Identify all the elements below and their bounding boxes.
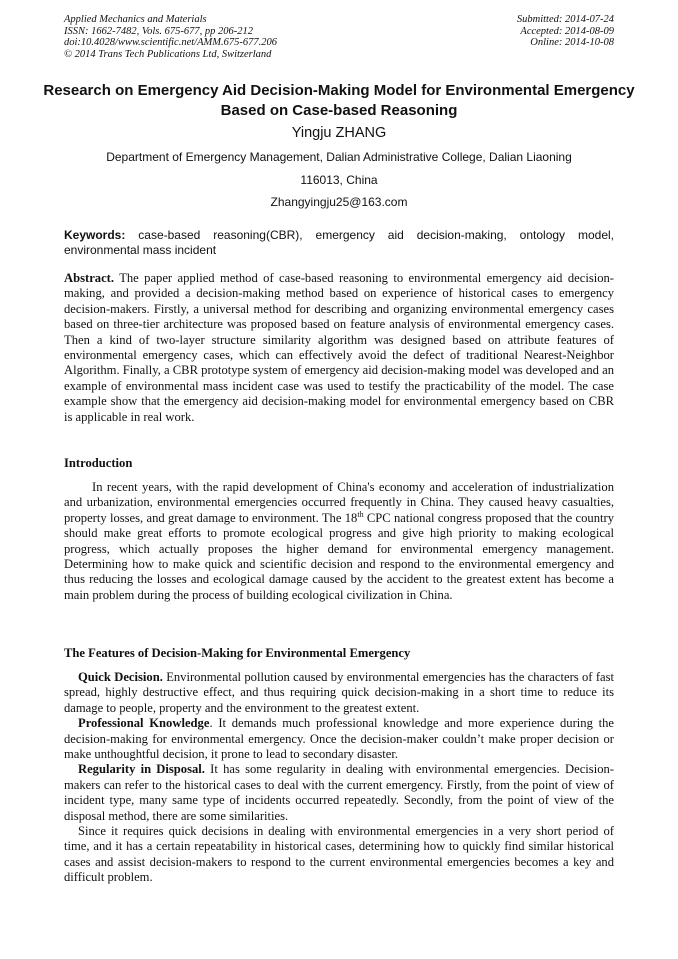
introduction-text-a: In recent years, with the rapid development of China's economy and acceleration of industrialization and urbanization, environmental emergencies occurred frequently in China. They caused heavy casualties, property losses, and great damage to environment. The 18 [64,480,614,525]
journal-copyright: © 2014 Trans Tech Publications Ltd, Switzerland [64,48,272,60]
abstract-text: The paper applied method of case-based reasoning to environmental emergency aid decision-making, and provided a decision-making method based on experience of historical cases to emergency decision-makers. Firstly, a universal method for describing and organizing environmental emergency cases based on three-tier architecture was proposed based on feature analysis of environmental emergency cases. Then a kind of two-layer structure similarity algorithm was designed based on attribute features of environmental emergency cases, which can effectively avoid the defect of traditional Nearest-Neighbor Algorithm. Finally, a CBR prototype system of emergency aid decision-making model was developed and an example of environmental mass incident case was used to testify the practicability of the model. The case example show that the emergency aid decision-making model for environmental emergency based on CBR is applicable in real work. [64,271,615,424]
keywords-text: case-based reasoning(CBR), emergency aid decision-making, ontology model, environmental mass incident [64,228,614,257]
feature-label: Professional Knowledge [78,716,210,731]
dates-header [517,14,614,49]
affiliation: Department of Emergency Management, Dalian Administrative College, Dalian Liaoning [106,150,572,164]
features-closing: Since it requires quick decisions in dealing with environmental emergencies in a very short period of time, and it has a certain repeatability in historical cases, determining how to quickly find similar historical cases and assist decision-makers to respond to the current environmental emergencies becomes a key and difficult problem. [64,824,614,885]
feature-quick-decision [64,670,614,716]
online-date: Online: 2014-10-08 [530,37,614,49]
journal-issn: ISSN: 1662-7482, Vols. 675-677, pp 206-212 [64,25,253,37]
features-heading: The Features of Decision-Making for Environmental Emergency [64,646,411,660]
keywords-label: Keywords: [64,228,126,242]
feature-label: Quick Decision. [78,670,163,684]
author-name: Yingju ZHANG [291,125,387,141]
feature-regularity [64,762,614,824]
accepted-date: Accepted: 2014-08-09 [520,25,614,37]
abstract-label: Abstract. [64,271,115,285]
introduction-superscript: th [357,509,364,519]
journal-doi[interactable]: doi:10.4028/www.scientific.net/AMM.675-677.206 [64,37,277,49]
journal-name: Applied Mechanics and Materials [64,14,207,25]
features-body [64,670,614,886]
paper-title: Research on Emergency Aid Decision-Making Model for Environmental Emergency Based on Case-based Reasoning [43,82,635,119]
journal-header [64,14,277,60]
abstract [64,271,614,425]
submitted-date: Submitted: 2014-07-24 [516,14,614,25]
introduction-heading: Introduction [64,456,133,470]
postcode: 116013, China [300,173,378,187]
feature-text: . It demands much professional knowledge and more experience during the decision-making for environmental emergency. Once the decision-maker couldn’t make proper decision or make unthoughtful decision, it prone to lead to secondary disaster. [64,716,614,762]
introduction-body [64,480,614,603]
introduction-text-b: CPC national congress proposed that the country should make great efforts to promote ecological progress and give high priority to making ecological progress, which actually proposes the higher demand for environmental emergency management. Determining how to make quick and scientific decision and respond to the environmental emergency and thus reducing the losses and ecological damage caused by the accident to the greatest extent has become a main problem during the process of building ecological civilization in China. [64,510,615,602]
keywords [64,228,614,258]
author-email[interactable]: Zhangyingju25@163.com [270,195,408,209]
feature-label: Regularity in Disposal. [78,762,205,777]
feature-text: Environmental pollution caused by environmental emergencies has the characters of fast spread, highly destructive effect, and thus requiring quick decision-making in a short time to reduce its damage to people, property and the environment to the greatest extent. [64,670,615,715]
feature-professional-knowledge [64,716,614,762]
feature-text: It has some regularity in dealing with environmental emergencies. Decision-makers can refer to the historical cases to deal with the current emergency. Firstly, from the point of view of incident type, many same type of incidents occurred repeatedly. Secondly, from the point of view of the disposal method, there are some similarities. [64,762,614,823]
